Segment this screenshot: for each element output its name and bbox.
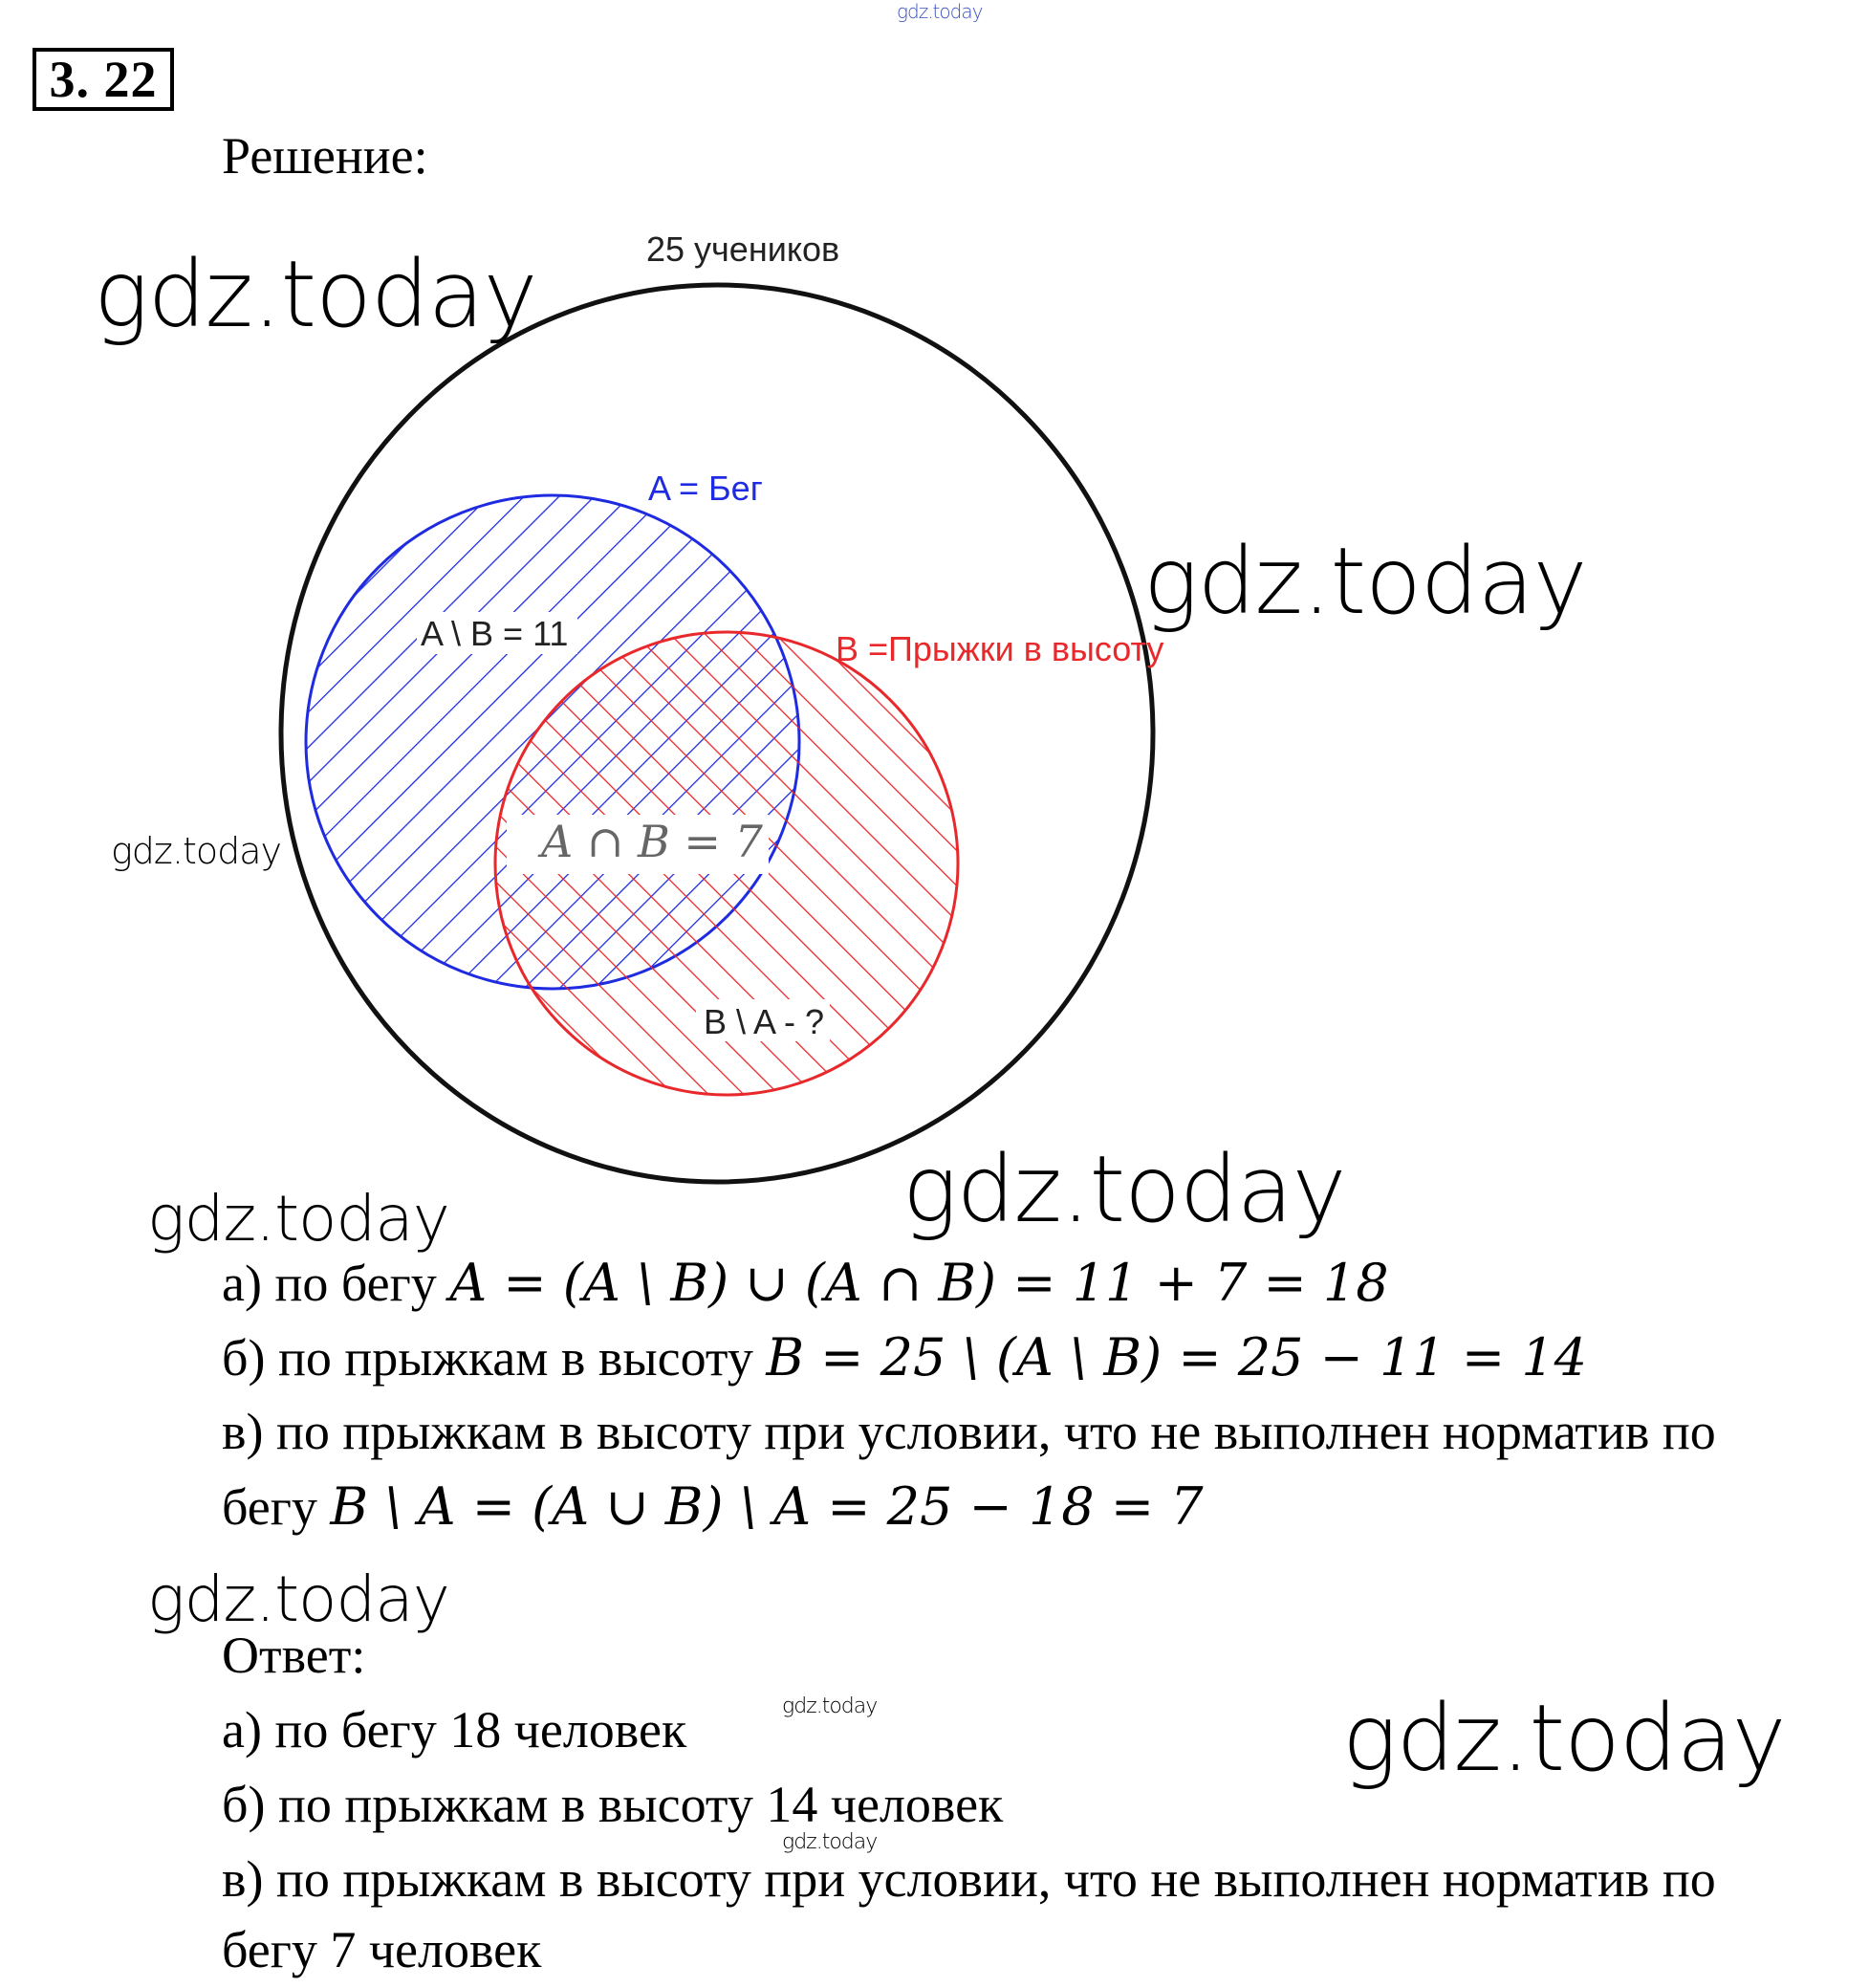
watermark: gdz.today <box>147 1182 449 1256</box>
watermark: gdz.today <box>147 1562 449 1636</box>
solution-c-line2 <box>222 1476 1204 1537</box>
watermark: gdz.today <box>94 241 537 348</box>
solution-a-text: а) по бегу <box>222 1255 450 1312</box>
answer-b: б) по прыжкам в высоту 14 человек <box>222 1776 1004 1833</box>
universe-label: 25 учеников <box>646 229 840 269</box>
solution-a-formula: A = (A \ B) ∪ (A ∩ B) = 11 + 7 = 18 <box>449 1253 1389 1313</box>
solution-a <box>222 1253 1389 1313</box>
set-b-label: B =Прыжки в высоту <box>836 629 1164 668</box>
watermark: gdz.today <box>782 1830 878 1854</box>
solution-heading: Решение: <box>222 127 428 185</box>
solution-c-line1: в) по прыжкам в высоту при условии, что не выполнен норматив по <box>222 1403 1716 1460</box>
answer-a: а) по бегу 18 человек <box>222 1701 687 1759</box>
b-minus-a-label: B \ A - ? <box>704 1002 825 1041</box>
watermark: gdz.today <box>902 1136 1346 1243</box>
solution-b-formula: B = 25 \ (A \ B) = 25 − 11 = 14 <box>766 1327 1588 1387</box>
solution-b-text: б) по прыжкам в высоту <box>222 1329 767 1387</box>
solution-c-formula: B \ A = (A ∪ B) \ A = 25 − 18 = 7 <box>330 1476 1204 1537</box>
solution-b <box>222 1327 1587 1387</box>
watermark: gdz.today <box>1342 1685 1786 1792</box>
answer-c-line2: бегу 7 человек <box>222 1921 542 1978</box>
watermark: gdz.today <box>111 830 281 872</box>
watermark: gdz.today <box>1143 528 1587 635</box>
set-a-label: A = Бег <box>648 469 763 508</box>
watermark: gdz.today <box>782 1694 878 1718</box>
answer-c-line1: в) по прыжкам в высоту при условии, что не выполнен норматив по <box>222 1850 1716 1908</box>
intersection-label: A ∩ B = 7 <box>541 816 763 867</box>
solution-c-text: бегу <box>222 1478 331 1536</box>
a-minus-b-label: A \ B = 11 <box>421 614 569 653</box>
watermark-top: gdz.today <box>897 0 983 23</box>
answer-label: Ответ: <box>222 1627 366 1684</box>
problem-number: 3. 22 <box>33 48 174 111</box>
